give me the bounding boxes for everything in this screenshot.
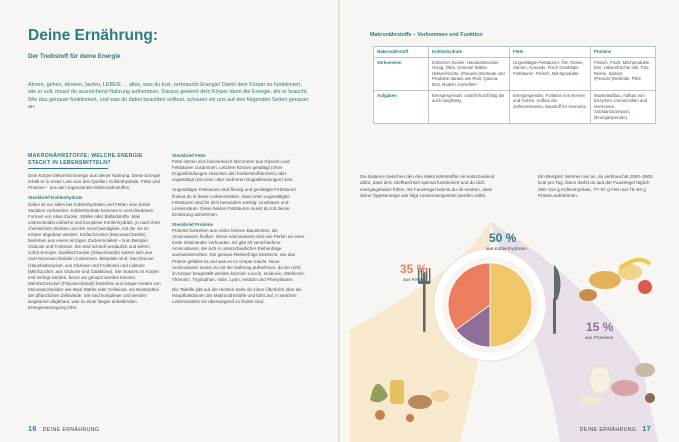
fat-text-2: Ungesättigte Fettsäuren sind flüssig und gesättigte Fettsäuren findest du in festen Lebensmitteln. Zwei Arten ungesättigter Fettsäuren sind für dich besonders wichtig: Linolsäure und Linolensäure. Diese beiden Fettsäuren musst du mit deiner Ernährung aufnehmen. xyxy=(172,187,296,217)
protein-text: Proteine bestehen aus vielen kleinen Bausteinen, die Aminosäuren heißen. Diese Aminosäuren sind wie Perlen an einer Kette miteinander verbunden. Es gibt 20 verschiedene Aminosäuren, die sich in unterschiedlicher Reihenfolge aneinanderreihen. Die genaue Reihenfolge bestimmt, wie das Protein gefaltet ist und was es im Körper macht. Neun Aminosäuren musst du mit der Nahrung aufnehmen, da sie nicht im Körper hergestellt werden können: Leucin, Isoleucin, Methionin, Threonin, Tryptophan, Valin, Lysin, Histidin und Phenylalanin. xyxy=(172,228,305,282)
table-cell: Ungesättigte Fettsäuren: Öle, Nüsse, Samen, Avocado, Fisch Gesättigte Fettsäuren: Fleisch, Milchprodukte xyxy=(510,57,591,90)
page-number: 17 xyxy=(642,424,651,433)
carbohydrate-heading: Steckbrief Kohlenhydrate xyxy=(28,195,83,201)
table-header-cell: Makronährstoff xyxy=(374,47,429,58)
right-footer xyxy=(580,424,651,433)
carb-percentage: 50 % xyxy=(489,231,517,245)
table-cell: Energiespender, Funktion von Nerven und Gehirn, Aufbau der Zellmembranen, Baustoff für Hormone xyxy=(510,90,591,123)
table-header-cell: Fette xyxy=(510,47,591,58)
section-rule xyxy=(28,168,108,169)
pie-chart xyxy=(448,263,532,347)
table-row-label: Aufgaben xyxy=(374,90,429,123)
table-header-cell: Kohlenhydrate xyxy=(429,47,510,58)
macronutrient-intro: Dein Körper bekommt Energie aus deiner Nahrung. Diese Energie erhält er in erster Linie aus drei Quellen: Kohlenhydrate, Fette und Proteine – aus den sogenannten Makronährstoffen. xyxy=(28,173,161,191)
carbohydrate-text: Dabei ist vor allem bei Kohlenhydraten und Fetten eine breite Variation vorhanden. Kohlenhydrate kommen in verschiedenen Formen vor, etwa Zucker, Stärke oder Ballaststoffe. Man unterscheidet einfache und komplexe Kohlenhydrate, je nach ihrer chemischen Struktur und der Geschwindigkeit, mit der sie im Körper abgebaut werden. Einfachzucker (Monosaccharide) bestehen aus einem einzigen Zuckermolekül – zum Beispiel Glukose und Fruktose. Sie sind schnell verdaulich und liefern sofort Energie. Zweifachzucker (Disaccharide) setzen sich aus zwei Monosacchariden zusammen. Beispiele sind: Saccharose (Haushaltszucker, aus Glukose und Fruktose) und Laktose (Milchzucker, aus Glukose und Galaktose). Sie müssen im Körper erst zerlegt werden, bevor sie genutzt werden können. Mehrfachzucker (Polysaccharide) bestehen aus langen Ketten von Monosacchariden wie etwa Stärke oder Cellulose, ein Bestandteil der pflanzlichen Zellwände. Sie sind komplexer und werden langsamer abgebaut, was zu einer länger anhaltenden Energieversorgung führt. xyxy=(28,201,161,311)
table-cell: Muskelaufbau, Aufbau von Enzymen, Immunzellen und Hormonen, Substanztransport, (Energiespender) xyxy=(591,90,656,123)
table-hint-text: Die Tabelle gibt auf der rechten Seite dir einen Überblick über die Hauptfunktionen der Makronährstoffe und führt auf, in welchen Lebensmitteln sie überwiegend zu finden sind. xyxy=(172,286,302,305)
energy-plate-illustration xyxy=(340,0,679,442)
running-head: DEINE ERNÄHRUNG xyxy=(42,427,100,433)
fat-text-1: Fette setzen sich biochemisch fast immer aus Glycerin und Fettsäuren zusammen. Letztere können gesättigt (ohne Doppelbindungen zwischen den Kohlenstoffatomen) oder ungesättigt (mit einer oder mehreren Doppelbindungen) sein. xyxy=(172,159,294,183)
column-two xyxy=(172,153,305,305)
protein-label: aus Proteinen xyxy=(585,335,614,340)
left-page xyxy=(0,0,339,442)
page-title: Deine Ernährung: xyxy=(28,27,159,44)
fat-heading: Steckbrief Fette xyxy=(172,153,206,158)
example-text: Ein Beispiel: Nehmen wir an, du verbrauchst 2000–2500 kcal pro Tag. Dann darfst du laut der Faustregel täglich 250–312 g Kohlenhydrate, 77–97 g Fett und 75–94 g Protein aufnehmen. xyxy=(538,174,653,198)
table-cell: Einfacher Zucker: Haushaltszucker, Honig, Obst, Gemüse Stärke: Hülsenfrüchte, (Pseudo-)Getreide und Produkte daraus wie Reis, Quinoa, Brot, Nudeln, Kartoffeln xyxy=(429,57,510,90)
section-question-title: MAKRONÄHRSTOFFE: WELCHE ENERGIE STECKT IN LEBENSMITTELN? xyxy=(28,153,143,166)
right-page xyxy=(340,0,679,442)
table-header-cell: Proteine xyxy=(591,47,656,58)
table-cell: Energiespender, sowohl kurzfristig als auch langfristig xyxy=(429,90,510,123)
column-one xyxy=(28,153,161,311)
intro-text: Atmen, gehen, denken, laufen, LEBEN … alles, was du tust, verbraucht Energie! Damit dein Körper so funktioniert, wie er soll, musst du ausreichend Nahrung aufnehmen. Daraus gewinnt dein Körper dann die Energie, die er braucht. Wie das genauer funktioniert, und was du dabei beachten solltest, schauen wir uns auf den folgenden Seiten genauer an. xyxy=(28,82,309,110)
grain-food-illustration xyxy=(579,260,652,301)
table-caption: Makronährstoffe – Vorkommen und Funktion xyxy=(370,32,483,38)
protein-heading: Steckbrief Proteine xyxy=(172,221,214,227)
table-row-label: Vorkommen xyxy=(374,57,429,90)
page-subtitle: Der Treibstoff für deine Energie xyxy=(28,53,121,60)
balance-text: Die Balance zwischen den drei Makronährstoffen ist entscheidend dafür, dass dein Stoffwechsel optimal funktioniert und du dich energiegeladen fühlst. Als Faustregel kannst du dir merken, dass deine Tagesenergie wie folgt zusammengesetzt werden sollte: xyxy=(360,174,495,198)
page-number: 16 xyxy=(28,424,37,433)
left-footer xyxy=(28,424,99,433)
running-head: DEINE ERNÄHRUNG xyxy=(579,427,637,433)
protein-percentage: 15 % xyxy=(586,320,614,334)
carb-label: aus Kohlenhydraten xyxy=(486,246,527,251)
fat-percentage: 35 % xyxy=(400,262,428,276)
fat-label: aus Fetten xyxy=(403,277,425,282)
table-cell: Fleisch, Fisch, Milchprodukte, Eier, Hülsenfrüchte inkl. Tofu, Nüsse, Samen, (Pseudo-)Getreide, Pilze xyxy=(591,57,656,90)
